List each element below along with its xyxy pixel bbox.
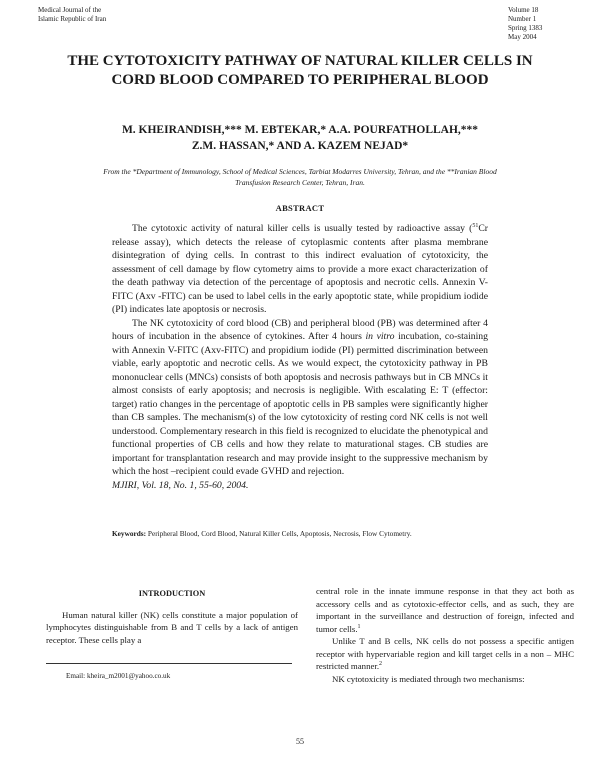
journal-header-right [508,6,542,42]
right-p2-text: Unlike T and B cells, NK cells do not possess a specific antigen receptor with hypervariable region and kill target cells in a non – MHC restricted manner. [316,636,574,671]
abstract-p2-text-b: incubation, co-staining with Annexin V-FITC (Axv-FITC) and propidium iodide (PI) permitted discrimination between viable, early apoptotic and necrotic cells. As we would expect, the cytotoxicity pathway in PB mononuclear cells (MNCs) consists of both apoptosis and necrosis pathways but in CB MNCs it almost consists of early apoptosis; and necrosis is negligible. With escalating E: T (effector: target) ratio changes in the percentage of apoptotic cells in PB samples were significantly higher than CB samples. The mechanism(s) of the low cytotoxicity of resting cord NK cells is not well understood. Complementary research in this field is recognized to elucidate the phenotypical and functional properties of CB cells and how they relate to maturational stages. CB studies are important for transplantation research and may provide insight to the suppressive mechanism by which the host –recipient could evade GVHD and rejection. [112,331,488,477]
abstract-p1-text-a: The cytotoxic activity of natural killer cells is usually tested by radioactive assay ( [132,223,473,234]
season-line: Spring 1383 [508,24,543,32]
right-p1-text: central role in the innate immune response in that they act both as accessory cells and as cytotoxic-effector cells, and as such, they are important in the surveillance and destruction of foreign, infected and tumor cells. [316,586,574,634]
abstract-p2-italic: in vitro [365,331,395,342]
introduction-heading: INTRODUCTION [138,589,206,598]
isotope-superscript: 51 [472,222,479,229]
number-line: Number 1 [508,15,537,23]
keywords-text: Peripheral Blood, Cord Blood, Natural Killer Cells, Apoptosis, Necrosis, Flow Cytometry. [147,529,412,538]
abstract-heading: ABSTRACT [275,203,325,213]
abstract-paragraph [112,317,488,493]
body-paragraph [316,635,574,673]
journal-name-line2: Islamic Republic of Iran [38,15,107,23]
keywords-label: Keywords: [112,529,147,538]
abstract-p1-text-b: Cr release assay), which detects the release of cytoplasmic contents after plasma membrane disintegration of dying cells. In contrast to this indirect evaluation of cytotoxicity, the assessment of cell damage by flow cytometry aims to provide a more exact characterization of the death pathway via detection of the percentage of apoptosis and necrotic cells. Annexin V-FITC (Axv -FITC) can be used to label cells in the early apoptotic state, while propidium iodide (PI) indicates late apoptosis or necrosis. [112,223,488,315]
journal-citation: MJIRI, Vol. 18, No. 1, 55-60, 2004. [112,479,249,491]
reference-superscript: 1 [357,623,361,630]
left-column [46,588,298,646]
reference-superscript: 2 [379,661,383,668]
abstract-p2-text-a: The NK cytotoxicity of cord blood (CB) and peripheral blood (PB) was determined after 4 hours of incubation in the absence of cytokines. After 4 hours [112,317,488,342]
footnote-email: Email: kheira_m2001@yahoo.co.uk [66,672,171,680]
authors-line1: M. KHEIRANDISH,*** M. EBTEKAR,* A.A. POURFATHOLLAH,*** [121,124,479,136]
body-paragraph [316,585,574,635]
right-column [316,585,574,685]
body-paragraph: NK cytotoxicity is mediated through two mechanisms: [332,673,525,684]
abstract-paragraph [112,222,488,317]
author-list [60,122,540,154]
authors-line2: Z.M. HASSAN,* AND A. KAZEM NEJAD* [191,140,409,152]
introduction-paragraph: Human natural killer (NK) cells constitute a major population of lymphocytes distinguishable from B and T cells by a lack of antigen receptor. These cells play a [46,609,298,645]
abstract-body [112,222,488,492]
journal-header-left [38,6,106,24]
footnote-divider [46,663,292,664]
article-title: THE CYTOTOXICITY PATHWAY OF NATURAL KILLER CELLS IN CORD BLOOD COMPARED TO PERIPHERAL BLOOD [67,53,533,88]
page-number: 55 [296,737,304,746]
journal-name-line1: Medical Journal of the [38,6,102,14]
volume-line: Volume 18 [508,6,539,14]
keywords [112,529,532,539]
affiliation: From the *Department of Immunology, School of Medical Sciences, Tarbiat Modarres University, Tehran, and the **Iranian Blood Transfusion Research Center, Tehran, Iran. [103,167,497,187]
date-line: May 2004 [508,33,537,41]
